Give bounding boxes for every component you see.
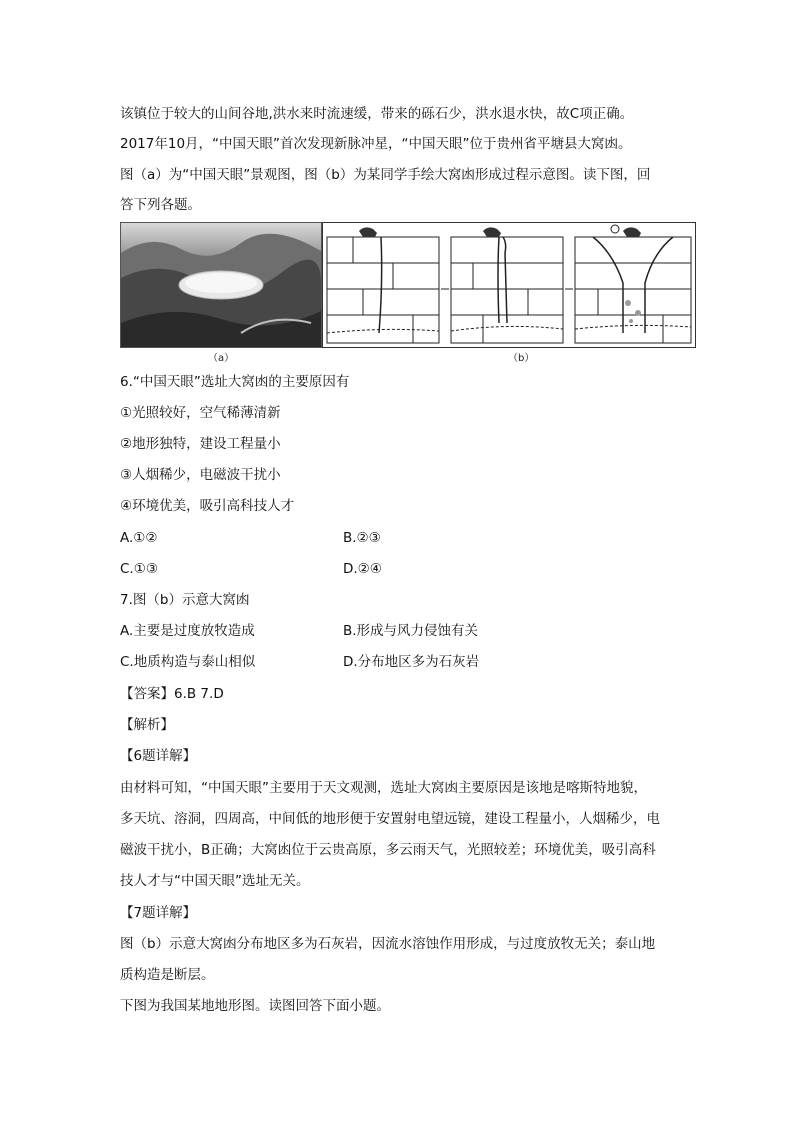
q7-detail-line-1: 图（b）示意大窝凼分布地区多为石灰岩，因流水溶蚀作用形成，与过度放牧无关；泰山地 <box>120 936 656 952</box>
q7-detail-line-2: 质构造是断层。 <box>120 967 215 983</box>
q7-option-d: D.分布地区多为石灰岩 <box>343 654 480 670</box>
q6-option-d: D.②④ <box>343 561 382 577</box>
intro-line-3: 图（a）为“中国天眼”景观图，图（b）为某同学手绘大窝凼形成过程示意图。读下图，回 <box>120 167 651 183</box>
q7-stem: 7.图（b）示意大窝凼 <box>120 592 250 608</box>
q6-statement-3: ③人烟稀少，电磁波干扰小 <box>120 467 281 483</box>
q6-detail-heading: 【6题详解】 <box>120 748 197 764</box>
photo-fast-telescope <box>120 222 322 348</box>
next-question-intro: 下图为我国某地地形图。读图回答下面小题。 <box>120 998 390 1014</box>
answer-line: 【答案】6.B 7.D <box>120 686 224 702</box>
q6-statement-1: ①光照较好，空气稀薄清新 <box>120 405 281 421</box>
intro-line-4: 答下列各题。 <box>120 197 201 213</box>
q6-detail-line-3: 磁波干扰小，B正确；大窝凼位于云贵高原，多云雨天气，光照较差；环境优美，吸引高科 <box>120 842 656 858</box>
q6-detail-line-2: 多天坑、溶洞，四周高，中间低的地形便于安置射电望远镜，建设工程量小，人烟稀少，电 <box>120 811 660 827</box>
q7-option-b: B.形成与风力侵蚀有关 <box>343 623 479 639</box>
figure-tianyan <box>120 222 694 364</box>
q6-stem: 6.“中国天眼”选址大窝凼的主要原因有 <box>120 374 350 390</box>
sketch-doline-formation <box>322 222 696 348</box>
q6-detail-line-4: 技人才与“中国天眼”选址无关。 <box>120 873 310 889</box>
q6-option-b: B.②③ <box>343 530 381 546</box>
q6-detail-line-1: 由材料可知，“中国天眼”主要用于天文观测，选址大窝凼主要原因是该地是喀斯特地貌， <box>120 780 647 796</box>
q6-option-c: C.①③ <box>120 561 158 577</box>
analysis-heading: 【解析】 <box>120 717 174 733</box>
q7-option-a: A.主要是过度放牧造成 <box>120 623 255 639</box>
intro-line-2: 2017年10月，“中国天眼”首次发现新脉冲星，“中国天眼”位于贵州省平塘县大窝凼。 <box>120 136 632 152</box>
q6-statement-4: ④环境优美，吸引高科技人才 <box>120 498 295 514</box>
caption-a: （a） <box>208 353 235 364</box>
q6-statement-2: ②地形独特，建设工程量小 <box>120 436 281 452</box>
q7-option-c: C.地质构造与泰山相似 <box>120 654 256 670</box>
q6-option-a: A.①② <box>120 530 158 546</box>
q7-detail-heading: 【7题详解】 <box>120 905 197 921</box>
caption-b: （b） <box>508 353 535 364</box>
intro-line-1: 该镇位于较大的山间谷地,洪水来时流速缓，带来的砾石少，洪水退水快，故C项正确。 <box>120 106 634 122</box>
